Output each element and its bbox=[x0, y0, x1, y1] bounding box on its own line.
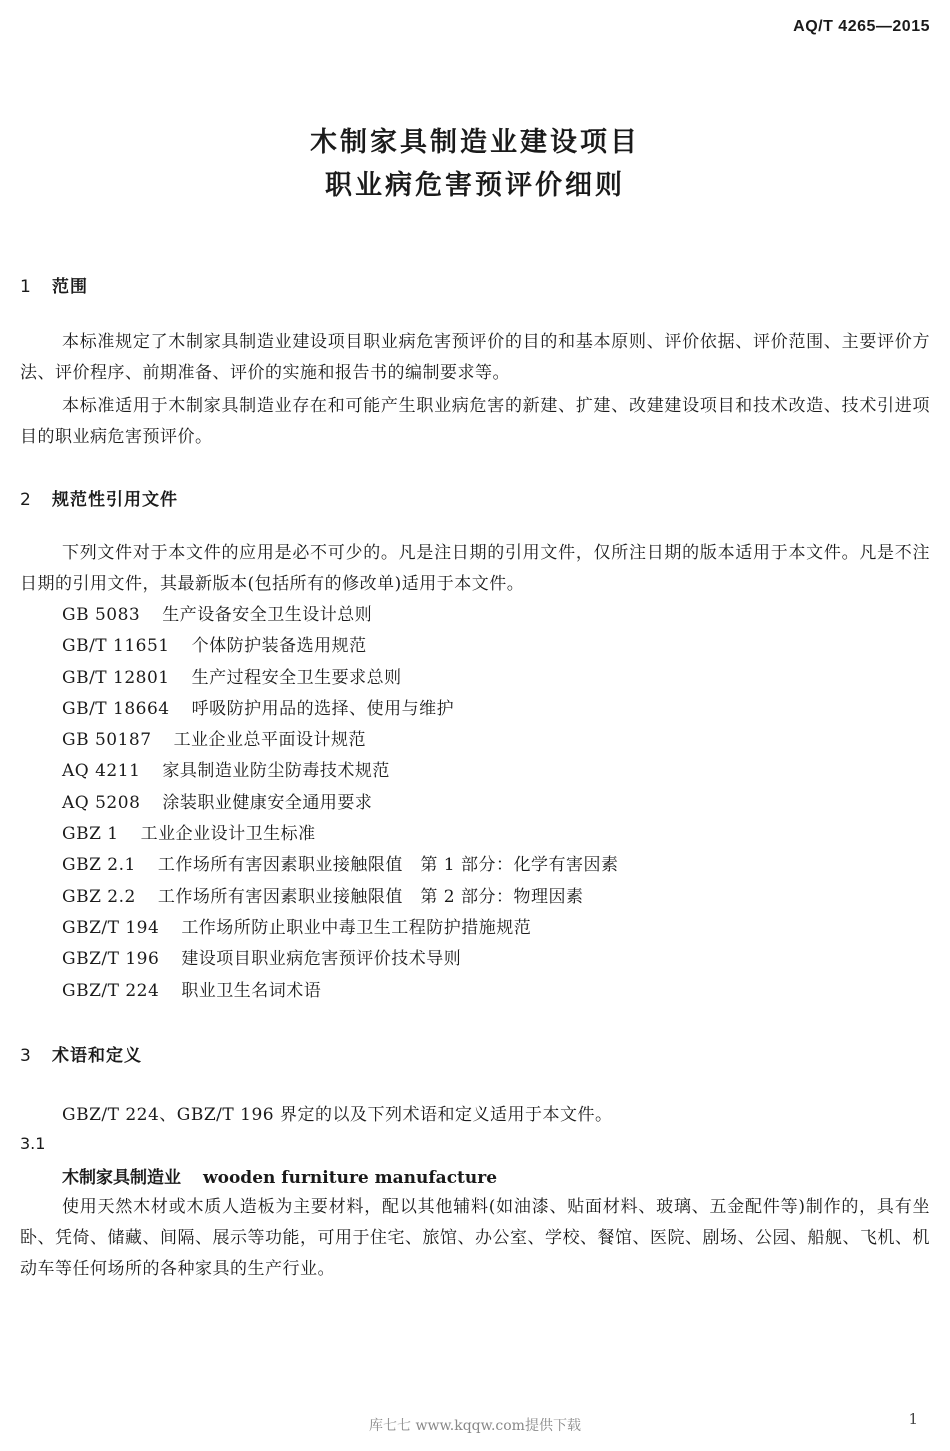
reference-title: 工作场所防止职业中毒卫生工程防护措施规范 bbox=[181, 917, 532, 938]
term-english: wooden furniture manufacture bbox=[203, 1168, 498, 1188]
reference-code: GB/T 11651 bbox=[62, 636, 170, 657]
reference-title: 个体防护装备选用规范 bbox=[191, 636, 367, 657]
section-2-number: 2 bbox=[20, 490, 32, 510]
page-number: 1 bbox=[908, 1410, 918, 1428]
reference-code: GB/T 18664 bbox=[62, 698, 170, 719]
term-entry bbox=[62, 1163, 497, 1188]
reference-title: 家具制造业防尘防毒技术规范 bbox=[162, 761, 390, 782]
reference-item bbox=[62, 694, 618, 725]
reference-title: 呼吸防护用品的选择、使用与维护 bbox=[191, 698, 455, 719]
reference-code: GB/T 12801 bbox=[62, 667, 170, 688]
standard-code: AQ/T 4265—2015 bbox=[793, 18, 930, 35]
reference-code: AQ 5208 bbox=[62, 792, 141, 813]
reference-item bbox=[62, 882, 618, 913]
reference-item bbox=[62, 631, 618, 662]
clause-3-1-number: 3.1 bbox=[20, 1134, 46, 1153]
reference-code: GBZ 1 bbox=[62, 824, 119, 845]
document-title-line1: 木制家具制造业建设项目 bbox=[310, 127, 640, 158]
reference-code: GBZ/T 196 bbox=[62, 949, 160, 970]
section-3-heading bbox=[20, 1041, 142, 1066]
reference-title: 工业企业设计卫生标准 bbox=[140, 824, 316, 845]
reference-code: GBZ 2.1 bbox=[62, 855, 136, 876]
section-1-title: 范围 bbox=[52, 277, 88, 297]
reference-title: 工业企业总平面设计规范 bbox=[173, 730, 367, 751]
reference-item bbox=[62, 663, 618, 694]
section-1-paragraph-2: 本标准适用于木制家具制造业存在和可能产生职业病危害的新建、扩建、改建建设项目和技术改造、技术引进项目的职业病危害预评价。 bbox=[20, 396, 930, 447]
section-1-heading bbox=[20, 272, 88, 297]
reference-item bbox=[62, 944, 618, 975]
section-2-intro: 下列文件对于本文件的应用是必不可少的。凡是注日期的引用文件，仅所注日期的版本适用于本文件。凡是不注日期的引用文件，其最新版本(包括所有的修改单)适用于本文件。 bbox=[20, 543, 930, 594]
normative-reference-list bbox=[62, 600, 618, 1007]
reference-title: 职业卫生名词术语 bbox=[181, 980, 322, 1001]
reference-code: AQ 4211 bbox=[62, 761, 141, 782]
section-1-number: 1 bbox=[20, 277, 32, 297]
section-2-title: 规范性引用文件 bbox=[52, 490, 178, 510]
reference-item bbox=[62, 756, 618, 787]
reference-code: GBZ/T 224 bbox=[62, 980, 160, 1001]
reference-title: 工作场所有害因素职业接触限值 第 2 部分：物理因素 bbox=[157, 886, 584, 907]
reference-code: GBZ 2.2 bbox=[62, 886, 136, 907]
reference-item bbox=[62, 976, 618, 1007]
reference-item bbox=[62, 600, 618, 631]
reference-item bbox=[62, 913, 618, 944]
section-2-heading bbox=[20, 485, 178, 510]
reference-title: 建设项目职业病危害预评价技术导则 bbox=[181, 949, 462, 970]
reference-title: 生产过程安全卫生要求总则 bbox=[191, 667, 402, 688]
reference-code: GB 5083 bbox=[62, 605, 141, 625]
document-title-line2: 职业病危害预评价细则 bbox=[325, 170, 625, 201]
reference-title: 工作场所有害因素职业接触限值 第 1 部分：化学有害因素 bbox=[157, 855, 619, 876]
section-3-title: 术语和定义 bbox=[52, 1046, 142, 1066]
reference-item bbox=[62, 819, 618, 850]
reference-title: 涂装职业健康安全通用要求 bbox=[162, 792, 373, 813]
reference-item bbox=[62, 788, 618, 819]
reference-title: 生产设备安全卫生设计总则 bbox=[162, 605, 373, 625]
section-1-paragraph-1: 本标准规定了木制家具制造业建设项目职业病危害预评价的目的和基本原则、评价依据、评价范围、主要评价方法、评价程序、前期准备、评价的实施和报告书的编制要求等。 bbox=[20, 332, 930, 383]
reference-code: GB 50187 bbox=[62, 730, 152, 751]
section-3-intro: GBZ/T 224、GBZ/T 196 界定的以及下列术语和定义适用于本文件。 bbox=[62, 1105, 613, 1125]
reference-code: GBZ/T 194 bbox=[62, 917, 160, 938]
term-definition: 使用天然木材或木质人造板为主要材料，配以其他辅料(如油漆、贴面材料、玻璃、五金配件等)制作的，具有坐卧、凭倚、储藏、间隔、展示等功能，可用于住宅、旅馆、办公室、学校、餐馆、医院、剧场、公园、船舰、飞机、机动车等任何场所的各种家具的生产行业。 bbox=[20, 1197, 930, 1279]
reference-item bbox=[62, 725, 618, 756]
download-watermark: 库七七 www.kqqw.com提供下载 bbox=[369, 1418, 581, 1434]
reference-item bbox=[62, 850, 618, 881]
section-3-number: 3 bbox=[20, 1046, 32, 1066]
term-chinese: 木制家具制造业 bbox=[62, 1168, 181, 1188]
